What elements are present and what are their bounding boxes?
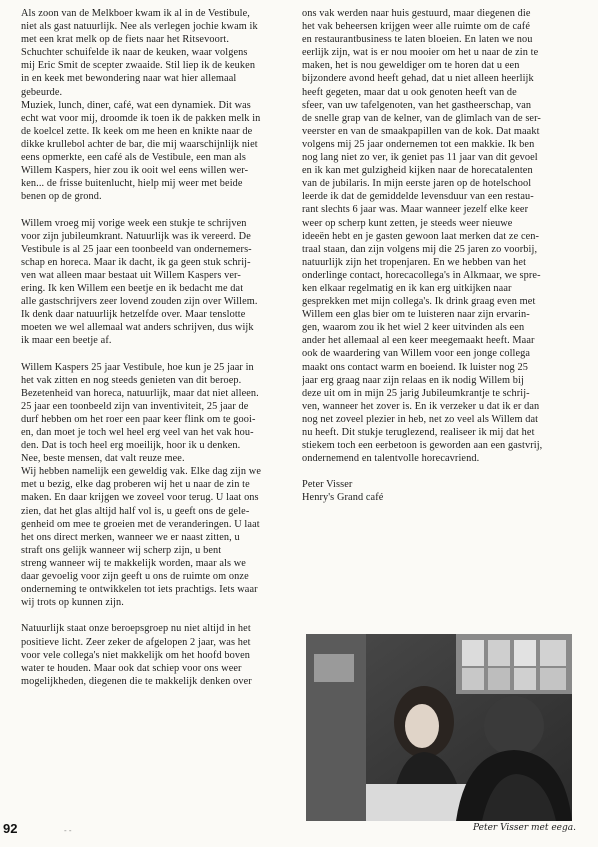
text-line: ven wat alleen maar bestaat uit Willem Kaspers ver- <box>21 269 241 281</box>
text-line: ken... de frisse buitenlucht, hielp mij weer met beide <box>21 178 243 190</box>
text-line: wij trots op kunnen zijn. <box>21 597 124 609</box>
text-line: deze uit om in mijn 25 jarig Jubileumkrantje te schrij- <box>302 387 530 399</box>
text-line: nu heeft. Dit stukje teruglezend, realiseer ik mij dat het <box>302 427 535 438</box>
text-line: ik maar een beetje af. <box>21 335 112 347</box>
text-line: veerster en van de smaakpapillen van de kok. Dat maakt <box>302 125 540 137</box>
photo-image <box>306 634 572 821</box>
text-line: jaar erg graag naar zijn relaas en ik nodig Willem bij <box>302 374 524 386</box>
text-line: mij Eric Smit de scepter zwaaide. Stil liep ik de keuken <box>21 60 256 72</box>
text-line: alle gastschrijvers zeer lovend zouden zijn over Willem. <box>21 296 258 308</box>
text-line: weer op scherp kunt zetten, je steeds weer nieuwe <box>302 217 513 229</box>
text-line: ering. Ik ken Willem een beetje en ik bedacht me dat <box>21 282 244 294</box>
author-affiliation: Henry's Grand café <box>302 492 384 504</box>
text-line: ander het allemaal al een keer meegemaakt heeft. Maar <box>302 335 535 347</box>
text-line: 25 jaar een toonbeeld zijn van inventiviteit, 25 jaar de <box>21 400 249 412</box>
text-line: genheid om mee te groeien met de veranderingen. U laat <box>21 518 260 530</box>
text-line: zien, dat het glas altijd half vol is, u geeft ons de gele- <box>21 505 250 517</box>
paragraph <box>21 7 285 203</box>
text-line: stiekem toch een eerbetoon is geworden aan een gastvrij, <box>302 440 543 452</box>
text-line: gebeurde. <box>21 86 63 98</box>
text-line: traal staan, dan zijn volgens mij die 25 jaren zo voorbij, <box>302 243 538 255</box>
text-line: Schuchter schuifelde ik naar de keuken, waar volgens <box>21 47 248 59</box>
text-line: echt wat voor mij, droomde ik toen ik de pakken melk in <box>21 112 261 124</box>
text-line: het ons direct merken, wanneer we er naast zitten, u <box>21 531 240 543</box>
text-line: in en keek met bewondering naar wat hier allemaal <box>21 73 237 85</box>
text-line: daar gevoelig voor zijn geeft u ons de ruimte om onze <box>21 571 249 583</box>
text-line: positieve licht. Zeer zeker de afgelopen 2 jaar, was het <box>21 636 251 648</box>
text-line: volgens mij 25 jaar ondernemen tot een makkie. Ik ben <box>302 138 535 150</box>
text-line: mogelijkheden, diegenen die te makkelijk denken over <box>21 675 252 687</box>
paragraph <box>21 622 285 687</box>
photo-caption: Peter Visser met eega. <box>472 823 576 833</box>
text-line: streng wanneer wij te makkelijk worden, maar als we <box>21 557 246 569</box>
text-line: gesprekken met mijn collega's. Ik drink graag even met <box>302 296 536 308</box>
text-line: en ik kan met gulzigheid kijken naar de horecatalenten <box>302 165 533 177</box>
text-line: het vak beheersen krijgen weer alle ruimte om de café <box>302 21 531 33</box>
text-line: niet als gast natuurlijk. Nee als verlegen jochie kwam ik <box>21 21 258 33</box>
text-line: van de jubilaris. In mijn eerste jaren op de hotelschool <box>302 178 532 190</box>
text-line: ons vak werden naar huis gestuurd, maar diegenen die <box>302 8 531 19</box>
text-line: Bezetenheid van horeca, natuurlijk, maar dat niet alleen. <box>21 387 259 399</box>
text-line: nog lang niet zo ver, ik geniet pas 11 jaar van dit gevoel <box>302 152 538 164</box>
text-line: ideeën hebt en je gasten gewoon laat merken dat ze cen- <box>302 230 540 242</box>
right-column <box>302 7 572 505</box>
text-line: Willem vroeg mij vorige week een stukje te schrijven <box>21 217 247 229</box>
right-column-text <box>302 7 572 465</box>
text-line: benen op de grond. <box>21 191 102 203</box>
text-line: maakt ons contact warm en boeiend. Ik luister nog 25 <box>302 361 528 373</box>
text-line: Muziek, lunch, diner, café, wat een dynamiek. Dit was <box>21 99 251 111</box>
text-line: onderlinge contact, horecacollega's in Alkmaar, we spre- <box>302 269 541 281</box>
text-line: maken, het is nou geweldiger om te horen dat u een <box>302 60 520 72</box>
text-line: schap en horeca. Maar ik dacht, ik ga geen stuk schrij- <box>21 256 251 268</box>
text-line: Nee, beste mensen, dat valt reuze mee. <box>21 453 185 465</box>
author-name: Peter Visser <box>302 479 353 491</box>
text-line: water te houden. Maar ook dat schiep voor ons weer <box>21 662 242 674</box>
text-line: sfeer, van uw tafelgenoten, van het gastheerschap, van <box>302 99 532 111</box>
text-line: de koelcel zette. Ik keek om me heen en knikte naar de <box>21 125 253 137</box>
text-line: ken elkaar regelmatig en ik kan erg uitkijken naar <box>302 282 512 294</box>
text-line: onderneming te ontwikkelen tot iets prachtigs. Iets waar <box>21 584 258 596</box>
paragraph <box>21 217 285 348</box>
text-line: en, dan moet je toch wel heel erg veel van het vak hou- <box>21 427 254 438</box>
text-line: eens opmerkte, een café als de Vestibule, een man als <box>21 152 246 164</box>
text-line: met u bezig, elke dag proberen wij het u naar de zin te <box>21 479 250 491</box>
text-line: Als zoon van de Melkboer kwam ik al in de Vestibule, <box>21 8 250 19</box>
paragraph <box>21 361 285 610</box>
text-line: het vak zitten en nog steeds genieten van dit beroep. <box>21 374 242 386</box>
text-line: rant slechts 6 jaar was. Maar wanneer jezelf elke keer <box>302 204 529 216</box>
text-line: voor vele collega's niet makkelijk om het hoofd boven <box>21 649 251 661</box>
text-line: met een krat melk op de fiets naar het Ritsevoort. <box>21 34 230 46</box>
text-line: den. Dat is toch heel erg moeilijk, hoor ik u denken. <box>21 440 241 452</box>
text-line: heeft gegeten, maar dat u ook genoten heeft van de <box>302 86 517 98</box>
text-line: nog net zoveel plezier in heb, net zo veel als Willem dat <box>302 413 539 425</box>
text-line: en restaurantbusiness te laten bloeien. En laten we nou <box>302 34 533 46</box>
text-line: Natuurlijk staat onze beroepsgroep nu niet altijd in het <box>21 623 251 635</box>
left-column <box>21 7 285 688</box>
text-line: Ik denk daar natuurlijk hetzelfde over. Maar tenslotte <box>21 309 246 321</box>
text-line: maken. En daar krijgen we zoveel voor terug. U laat ons <box>21 492 259 504</box>
text-line: Willem Kaspers, hier zou ik ooit wel eens willen wer- <box>21 165 249 177</box>
text-line: gen, waarom zou ik het wiel 2 keer uitvinden als een <box>302 322 525 334</box>
text-line: natuurlijk zijn het tropenjaren. En we hebben van het <box>302 256 527 268</box>
text-line: Vestibule is al 25 jaar een toonbeeld van ondernemers- <box>21 243 252 255</box>
paragraph <box>302 7 572 465</box>
text-line: eerlijk zijn, wat is er nou mooier om het u naar de zin te <box>302 47 539 59</box>
text-line: durf hebben om het roer een paar keer flink om te gooi- <box>21 413 256 425</box>
text-line: de snelle grap van de kelner, van de glimlach van de ser- <box>302 112 541 124</box>
footer-mark: - - <box>64 826 72 835</box>
text-line: Willem een glas bier om te luisteren naar zijn ervarin- <box>302 309 530 321</box>
text-line: Wij hebben namelijk een geweldig vak. Elke dag zijn we <box>21 466 262 478</box>
text-line: ook de waardering van Willem voor een jonge collega <box>302 348 531 360</box>
text-line: moeten we wel allemaal wat anders schrijven, dus wijk <box>21 322 254 334</box>
text-line: straft ons gelijk wanneer wij scherp zijn, u bent <box>21 544 222 556</box>
text-line: leerde ik dat de gemiddelde levensduur van een restau- <box>302 191 534 203</box>
text-line: ondernemend en talentvolle horecavriend. <box>302 453 480 465</box>
text-line: ven, wanneer het zover is. En ik verzeker u dat ik er dan <box>302 400 540 412</box>
text-line: voor zijn jubileumkrant. Natuurlijk was ik vereerd. De <box>21 230 251 242</box>
text-line: bijzondere avond heeft gehad, dat u niet alleen heerlijk <box>302 73 534 85</box>
photo <box>306 634 572 821</box>
page-number: 92 <box>3 821 18 836</box>
text-line: Willem Kaspers 25 jaar Vestibule, hoe kun je 25 jaar in <box>21 361 254 373</box>
text-line: dikke krullebol achter de bar, die mij waarschijnlijk niet <box>21 138 258 150</box>
